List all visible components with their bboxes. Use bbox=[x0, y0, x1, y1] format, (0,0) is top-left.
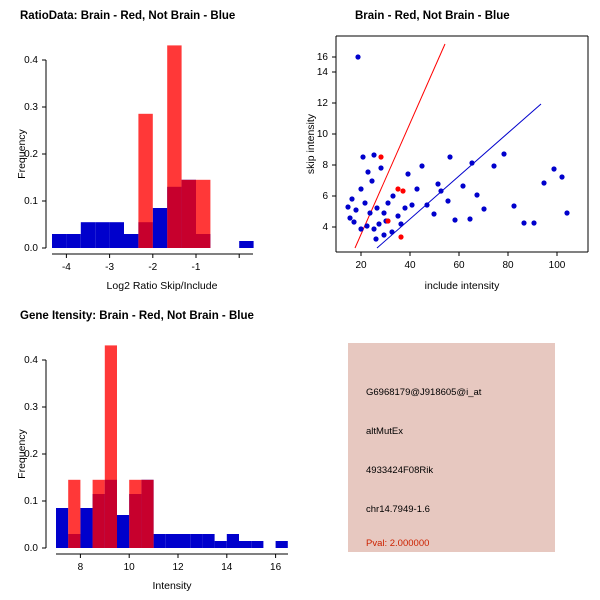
svg-text:-2: -2 bbox=[148, 262, 158, 273]
svg-text:8: 8 bbox=[77, 562, 84, 573]
svg-text:6: 6 bbox=[322, 191, 328, 202]
histogram-ratio-xlabel: Log2 Ratio Skip/Include bbox=[106, 280, 218, 292]
svg-text:20: 20 bbox=[355, 260, 367, 271]
svg-text:12: 12 bbox=[316, 98, 328, 109]
svg-text:0.2: 0.2 bbox=[24, 149, 38, 160]
svg-text:14: 14 bbox=[221, 562, 233, 573]
scatter-xlabel: include intensity bbox=[424, 280, 500, 292]
histogram-intensity-ylabel: Frequency bbox=[16, 429, 28, 479]
svg-text:12: 12 bbox=[172, 562, 184, 573]
svg-text:0.2: 0.2 bbox=[24, 449, 38, 460]
histogram-ratio-ylabel: Frequency bbox=[16, 129, 28, 179]
svg-text:0.4: 0.4 bbox=[24, 355, 38, 366]
histogram-ratio-svg bbox=[0, 0, 300, 300]
series-not-brain-points bbox=[345, 54, 569, 241]
svg-text:100: 100 bbox=[548, 260, 566, 271]
histogram-intensity-svg bbox=[0, 300, 300, 600]
svg-text:0.1: 0.1 bbox=[24, 196, 38, 207]
panel-histogram-intensity bbox=[0, 300, 300, 600]
svg-text:-4: -4 bbox=[61, 262, 71, 273]
panel-histogram-ratio-title: RatioData: Brain - Red, Not Brain - Blue bbox=[20, 10, 236, 22]
svg-text:8: 8 bbox=[322, 160, 328, 171]
series-not-brain-bars-intensity bbox=[56, 480, 288, 548]
scatter-axes bbox=[317, 36, 588, 271]
panel-histogram-ratio bbox=[0, 0, 300, 300]
info-locus: chr14.7949-1.6 bbox=[366, 504, 430, 515]
svg-text:16: 16 bbox=[270, 562, 282, 573]
svg-text:80: 80 bbox=[502, 260, 514, 271]
info-pval: Pval: 2.000000 bbox=[366, 538, 430, 549]
info-event-type: altMutEx bbox=[366, 426, 403, 437]
svg-text:60: 60 bbox=[453, 260, 465, 271]
svg-text:-1: -1 bbox=[191, 262, 201, 273]
scatter-ylabel: skip intensity bbox=[305, 113, 317, 175]
info-probe-id: G6968179@J918605@i_at bbox=[366, 387, 482, 398]
svg-text:0.1: 0.1 bbox=[24, 496, 38, 507]
svg-text:16: 16 bbox=[316, 52, 328, 63]
panel-scatter bbox=[300, 0, 600, 300]
svg-text:10: 10 bbox=[123, 562, 135, 573]
info-gene-symbol: 4933424F08Rik bbox=[366, 465, 434, 476]
scatter-svg bbox=[300, 0, 600, 300]
series-brain-bars bbox=[138, 45, 210, 248]
svg-text:0.3: 0.3 bbox=[24, 402, 38, 413]
svg-text:0.4: 0.4 bbox=[24, 55, 38, 66]
svg-text:14: 14 bbox=[316, 67, 328, 78]
histogram-intensity-xlabel: Intensity bbox=[152, 580, 192, 592]
svg-text:-3: -3 bbox=[105, 262, 115, 273]
svg-text:0.0: 0.0 bbox=[24, 543, 38, 554]
panel-scatter-title: Brain - Red, Not Brain - Blue bbox=[355, 10, 510, 22]
svg-text:0.3: 0.3 bbox=[24, 102, 38, 113]
svg-text:10: 10 bbox=[316, 129, 328, 140]
svg-text:0.0: 0.0 bbox=[24, 243, 38, 254]
panel-histogram-intensity-title: Gene Itensity: Brain - Red, Not Brain - Blue bbox=[20, 310, 254, 322]
svg-text:4: 4 bbox=[322, 222, 328, 233]
svg-text:40: 40 bbox=[404, 260, 416, 271]
info-panel bbox=[348, 343, 555, 552]
